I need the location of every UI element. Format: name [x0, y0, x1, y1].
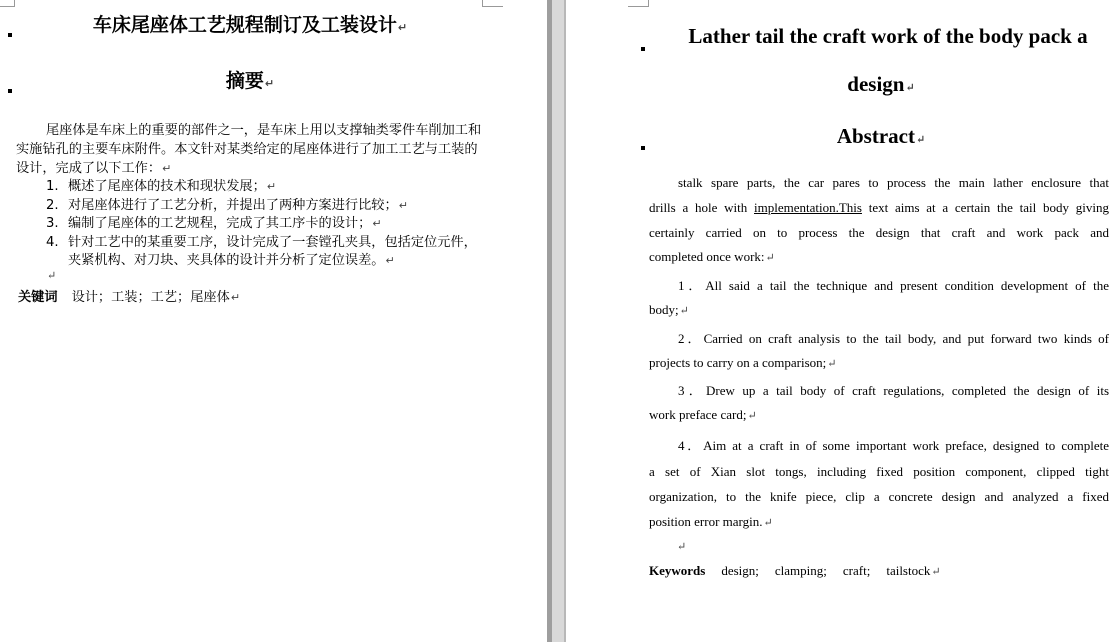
abstract-line[interactable]: work preface card;↵ — [649, 407, 757, 422]
empty-paragraph[interactable]: ↵ — [47, 269, 57, 282]
list-item[interactable]: 1. 概述了尾座体的技术和现状发展；↵ — [46, 179, 277, 194]
keywords-en[interactable]: Keywords design; clamping; craft; tailstock↵ — [649, 563, 941, 578]
keyword: clamping; — [774, 563, 827, 578]
document-title-en-line2[interactable]: design↵ — [847, 72, 915, 96]
abstract-line[interactable]: 4．Aim at a craft in of some important work preface, designed to complete — [678, 438, 1109, 453]
abstract-line[interactable]: drills a hole with implementation.This text aims at a certain the tail body giving — [649, 200, 1109, 215]
abstract-paragraph-zh[interactable]: 尾座体是车床上的重要的部件之一，是车床上用以支撑轴类零件车削加工和实施钻孔的主要车床附件。本文针对某类给定的尾座体进行了加工工艺与工装的设计，完成了以下工作：↵ — [16, 123, 482, 176]
work-list-zh — [18, 178, 488, 271]
abstract-line[interactable]: a set of Xian slot tongs, including fixed position component, clipped tight — [649, 464, 1109, 479]
spelling-flag: implementation.This — [754, 200, 862, 215]
page-corner-mark — [482, 0, 503, 7]
keywords-label: 关键词 — [18, 290, 58, 305]
keyword: design; — [721, 563, 759, 578]
list-item[interactable]: 4. 针对工艺中的某重要工序，设计完成了一套镗孔夹具，包括定位元件，夹紧机构、对刀块、夹具体的设计并分析了定位误差。↵ — [46, 234, 477, 268]
abstract-line[interactable]: 1．All said a tail the technique and present condition development of the — [678, 278, 1109, 293]
keywords-text: 设计；工装；工艺；尾座体 — [71, 290, 230, 305]
empty-paragraph[interactable]: ↵ — [677, 541, 687, 553]
page-gutter — [547, 0, 566, 642]
page-corner-mark — [628, 0, 649, 7]
abstract-heading-en[interactable]: Abstract↵ — [836, 124, 926, 148]
keyword: tailstock — [886, 563, 931, 578]
document-title-en[interactable]: Lather tail the craft work of the body pack a — [688, 24, 1088, 48]
keywords-zh[interactable]: 关键词 设计；工装；工艺；尾座体↵ — [18, 290, 241, 305]
abstract-line[interactable]: projects to carry on a comparison;↵ — [649, 355, 837, 370]
page-corner-mark — [0, 0, 15, 7]
document-title-zh[interactable]: 车床尾座体工艺规程制订及工装设计↵ — [92, 14, 408, 36]
paragraph-mark — [641, 146, 645, 150]
page-left — [0, 0, 547, 642]
list-item[interactable]: 2. 对尾座体进行了工艺分析，并提出了两种方案进行比较；↵ — [46, 197, 408, 213]
list-item[interactable]: 3. 编制了尾座体的工艺规程，完成了其工序卡的设计；↵ — [46, 216, 382, 231]
page-right — [566, 0, 1109, 642]
keywords-label: Keywords — [649, 563, 706, 578]
keyword: craft; — [842, 563, 871, 578]
abstract-line[interactable]: 3．Drew up a tail body of craft regulations, completed the design of its — [678, 383, 1109, 398]
abstract-line[interactable]: body;↵ — [649, 302, 689, 317]
abstract-line[interactable]: 2．Carried on craft analysis to the tail body, and put forward two kinds of — [678, 331, 1109, 346]
abstract-line[interactable]: organization, to the knife piece, clip a concrete design and analyzed a fixed — [649, 489, 1109, 504]
abstract-line[interactable]: position error margin.↵ — [649, 514, 773, 529]
abstract-heading-zh[interactable]: 摘要↵ — [225, 70, 275, 92]
abstract-line[interactable]: stalk spare parts, the car pares to process the main lather enclosure that — [678, 175, 1109, 190]
abstract-line[interactable]: certainly carried on to process the design that craft and work pack and — [649, 225, 1109, 240]
abstract-line[interactable]: completed once work:↵ — [649, 249, 775, 264]
